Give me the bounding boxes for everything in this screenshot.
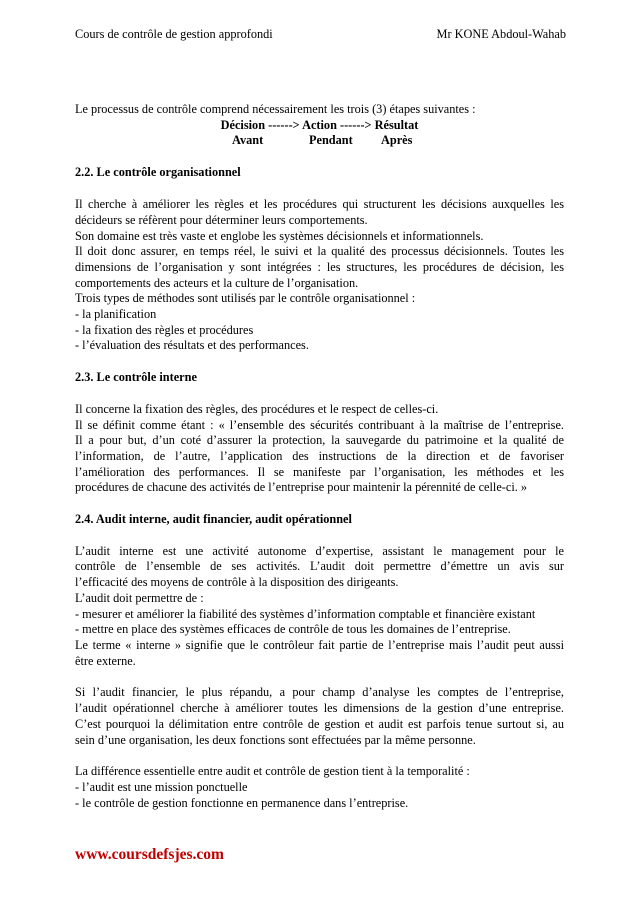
text-line: contrôle de l’ensemble de ses activités. L’audit doit permettre d’émettre un avis sur — [75, 559, 564, 574]
text-line: sein d’une organisation, les deux fonctions sont effectuées par la même personne. — [75, 732, 476, 747]
text-line: être externe. — [75, 653, 136, 668]
section-heading-2-3: 2.3. Le contrôle interne — [75, 370, 197, 385]
text-line: L’audit interne est une activité autonome d’expertise, assistant le management pour le — [75, 543, 564, 558]
intro-text: Le processus de contrôle comprend nécessairement les trois (3) étapes suivantes : — [75, 102, 476, 116]
text-line: dimensions de l’organisation y sont intégrées : les structures, les procédures de décision, les — [75, 259, 564, 274]
section-heading-2-4: 2.4. Audit interne, audit financier, audit opérationnel — [75, 512, 352, 527]
phase-before: Avant — [232, 133, 264, 148]
text-line: l’information, de l’autre, l’application des instructions de la direction et de favoriser — [75, 448, 564, 463]
page-header — [75, 27, 566, 43]
text-line: C’est pourquoi la délimitation entre contrôle de gestion et audit est parfois tenue surtout si, au — [75, 716, 564, 731]
list-item: - la fixation des règles et procédures — [75, 322, 254, 337]
text-line: Il doit donc assurer, en temps réel, le suivi et la qualité des processus décisionnels. Toutes les — [75, 244, 564, 259]
text-line: Trois types de méthodes sont utilisés par le contrôle organisationnel : — [75, 291, 416, 306]
footer-website-link[interactable]: www.coursdefsjes.com — [75, 846, 224, 863]
process-phases — [75, 133, 564, 149]
list-item: - la planification — [75, 307, 157, 322]
text-line: Il se définit comme étant : « l’ensemble des sécurités contribuant à la maîtrise de l’entreprise. — [75, 417, 564, 432]
process-flow: Décision ------> Action ------> Résultat — [220, 117, 419, 132]
text-line: Il a pour but, d’un coté d’assurer la protection, la sauvegarde du patrimoine et la qualité de — [75, 433, 564, 448]
text-line: Son domaine est très vaste et englobe les systèmes décisionnels et informationnels. — [75, 228, 484, 243]
list-item: - l’évaluation des résultats et des performances. — [75, 338, 309, 353]
author-name: Mr KONE Abdoul-Wahab — [436, 27, 566, 41]
section-2-4-body — [75, 544, 564, 812]
text-line: l’amélioration des performances. Il se manifeste par l’organisation, les méthodes et les — [75, 464, 564, 479]
list-item: - mettre en place des systèmes efficaces de contrôle de tous les domaines de l’entreprise. — [75, 622, 511, 637]
phase-during: Pendant — [309, 133, 353, 148]
text-line: procédures de chacune des activités de l’entreprise pour maintenir la pérennité de celle-ci. » — [75, 480, 528, 495]
section-2-3-body — [75, 402, 564, 496]
section-heading-2-2: 2.2. Le contrôle organisationnel — [75, 165, 241, 180]
list-item: - le contrôle de gestion fonctionne en permanence dans l’entreprise. — [75, 795, 409, 810]
section-2-2-body — [75, 197, 564, 354]
document-body — [75, 102, 564, 811]
text-line: La différence essentielle entre audit et contrôle de gestion tient à la temporalité : — [75, 764, 470, 779]
phase-after: Après — [381, 133, 413, 148]
text-line: Il concerne la fixation des règles, des procédures et le respect de celles-ci. — [75, 401, 439, 416]
text-line: Il cherche à améliorer les règles et les procédures qui structurent les décisions auxquelles les — [75, 197, 564, 212]
text-line: L’audit doit permettre de : — [75, 590, 204, 605]
text-line: Le terme « interne » signifie que le contrôleur fait partie de l’entreprise mais l’audit peut aussi — [75, 637, 564, 652]
text-line: Si l’audit financier, le plus répandu, a pour champ d’analyse les comptes de l’entreprise, — [75, 685, 564, 700]
list-item: - mesurer et améliorer la fiabilité des systèmes d’information comptable et financière existant — [75, 606, 536, 621]
text-line: décideurs se réfèrent pour déterminer leurs comportements. — [75, 212, 368, 227]
text-line: l’audit opérationnel cherche à améliorer toutes les dimensions de la gestion d’une entreprise. — [75, 701, 564, 716]
text-line: comportements des acteurs et la culture de l’organisation. — [75, 275, 359, 290]
course-title: Cours de contrôle de gestion approfondi — [75, 27, 273, 41]
list-item: - l’audit est une mission ponctuelle — [75, 779, 248, 794]
text-line: l’efficacité des moyens de contrôle à la disposition des dirigeants. — [75, 575, 399, 590]
